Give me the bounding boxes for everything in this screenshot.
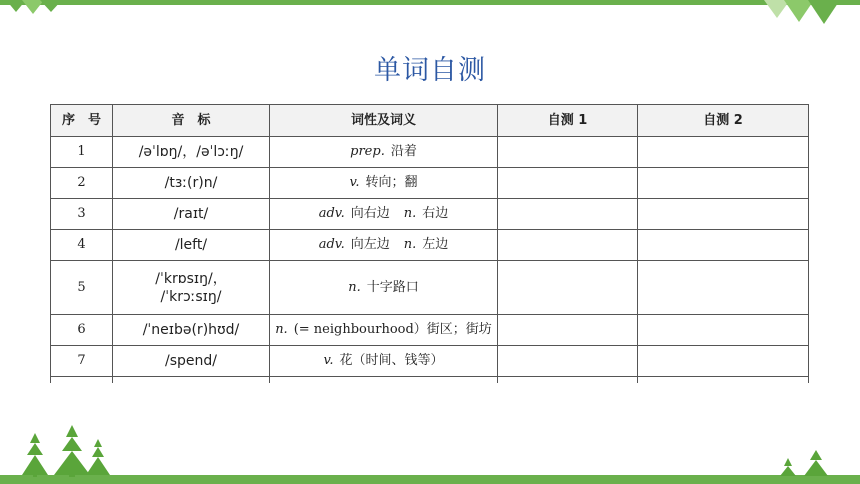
phonetic-cell <box>113 230 270 261</box>
row-number: 6 <box>51 315 113 346</box>
self-test-2-cell[interactable] <box>638 199 809 230</box>
part-of-speech: n. <box>348 279 361 295</box>
table-row <box>51 346 809 377</box>
row-number: 7 <box>51 346 113 377</box>
meaning-text: 左边 <box>422 237 449 252</box>
part-of-speech: adv. <box>318 206 345 221</box>
header-number: 序 号 <box>51 105 113 137</box>
meaning-cell <box>270 315 498 346</box>
page-title: 单词自测 <box>374 55 486 86</box>
meaning-text: 向左边 <box>350 237 390 252</box>
phonetic-line: /left/ <box>174 237 208 253</box>
header-test-1: 自测 1 <box>498 105 638 137</box>
triangle-decoration-right <box>764 0 860 26</box>
vocab-table-container <box>50 104 809 383</box>
phonetic-cell <box>113 168 270 199</box>
meaning-cell <box>270 168 498 199</box>
table-row <box>51 168 809 199</box>
meaning-text: (= neighbourhood）街区；街坊 <box>293 322 492 337</box>
part-of-speech: n. <box>403 206 417 221</box>
self-test-2-cell[interactable] <box>638 137 809 168</box>
row-number <box>51 377 113 384</box>
phonetic-cell <box>113 199 270 230</box>
meaning-text: 沿着 <box>390 144 417 159</box>
tree-icon-group-right <box>778 450 838 478</box>
meaning-text: 转向；翻 <box>365 175 418 190</box>
row-number: 4 <box>51 230 113 261</box>
meaning-cell <box>270 137 498 168</box>
table-row <box>51 261 809 315</box>
self-test-2-cell[interactable] <box>638 230 809 261</box>
triangle-decoration-left <box>6 0 66 20</box>
phonetic-line: /ˈkrɔːsɪŋ/ <box>160 288 222 305</box>
meaning-cell <box>270 377 498 384</box>
part-of-speech: n. <box>275 322 288 337</box>
meaning-text: 十字路口 <box>366 279 419 295</box>
self-test-2-cell[interactable] <box>638 261 809 315</box>
phonetic-line: /spend/ <box>165 353 217 369</box>
self-test-1-cell[interactable] <box>498 199 638 230</box>
phonetic-line: /tɜː(r)n/ <box>164 175 218 191</box>
phonetic-line: /ˈkrɒsɪŋ/， <box>155 270 227 287</box>
self-test-2-cell[interactable] <box>638 377 809 384</box>
part-of-speech: adv. <box>318 237 345 252</box>
phonetic-cell <box>113 137 270 168</box>
row-number: 1 <box>51 137 113 168</box>
part-of-speech: v. <box>323 353 334 368</box>
header-test-2: 自测 2 <box>638 105 809 137</box>
phonetic-line: /əˈlɒŋ/，/əˈlɔːŋ/ <box>138 144 244 160</box>
row-number: 2 <box>51 168 113 199</box>
top-border <box>0 0 860 5</box>
phonetic-line: /raɪt/ <box>173 206 209 222</box>
table-header-row <box>51 105 809 137</box>
phonetic-line: /ˈneɪbə(r)hʊd/ <box>142 322 240 338</box>
phonetic-cell <box>113 261 270 315</box>
part-of-speech: v. <box>349 175 360 190</box>
ground-strip <box>0 475 860 484</box>
meaning-text: 花（时间、钱等） <box>339 353 444 368</box>
table-row <box>51 315 809 346</box>
header-meaning: 词性及词义 <box>270 105 498 137</box>
meaning-cell <box>270 261 498 315</box>
table-row <box>51 230 809 261</box>
self-test-1-cell[interactable] <box>498 261 638 315</box>
self-test-2-cell[interactable] <box>638 315 809 346</box>
row-number: 5 <box>51 261 113 315</box>
phonetic-cell <box>113 377 270 384</box>
meaning-text: 向右边 <box>350 206 390 221</box>
part-of-speech: n. <box>403 237 417 252</box>
phonetic-cell <box>113 346 270 377</box>
self-test-1-cell[interactable] <box>498 168 638 199</box>
header-phonetic: 音 标 <box>113 105 270 137</box>
self-test-1-cell[interactable] <box>498 346 638 377</box>
table-row <box>51 377 809 384</box>
tree-icon-group-left <box>22 425 112 477</box>
self-test-1-cell[interactable] <box>498 137 638 168</box>
table-row <box>51 137 809 168</box>
self-test-1-cell[interactable] <box>498 315 638 346</box>
part-of-speech: prep. <box>350 144 385 159</box>
meaning-cell <box>270 199 498 230</box>
phonetic-cell <box>113 315 270 346</box>
self-test-2-cell[interactable] <box>638 168 809 199</box>
meaning-cell <box>270 346 498 377</box>
self-test-1-cell[interactable] <box>498 230 638 261</box>
self-test-1-cell[interactable] <box>498 377 638 384</box>
self-test-2-cell[interactable] <box>638 346 809 377</box>
table-row <box>51 199 809 230</box>
row-number: 3 <box>51 199 113 230</box>
meaning-text: 右边 <box>422 206 449 221</box>
meaning-cell <box>270 230 498 261</box>
vocab-table <box>50 104 809 383</box>
